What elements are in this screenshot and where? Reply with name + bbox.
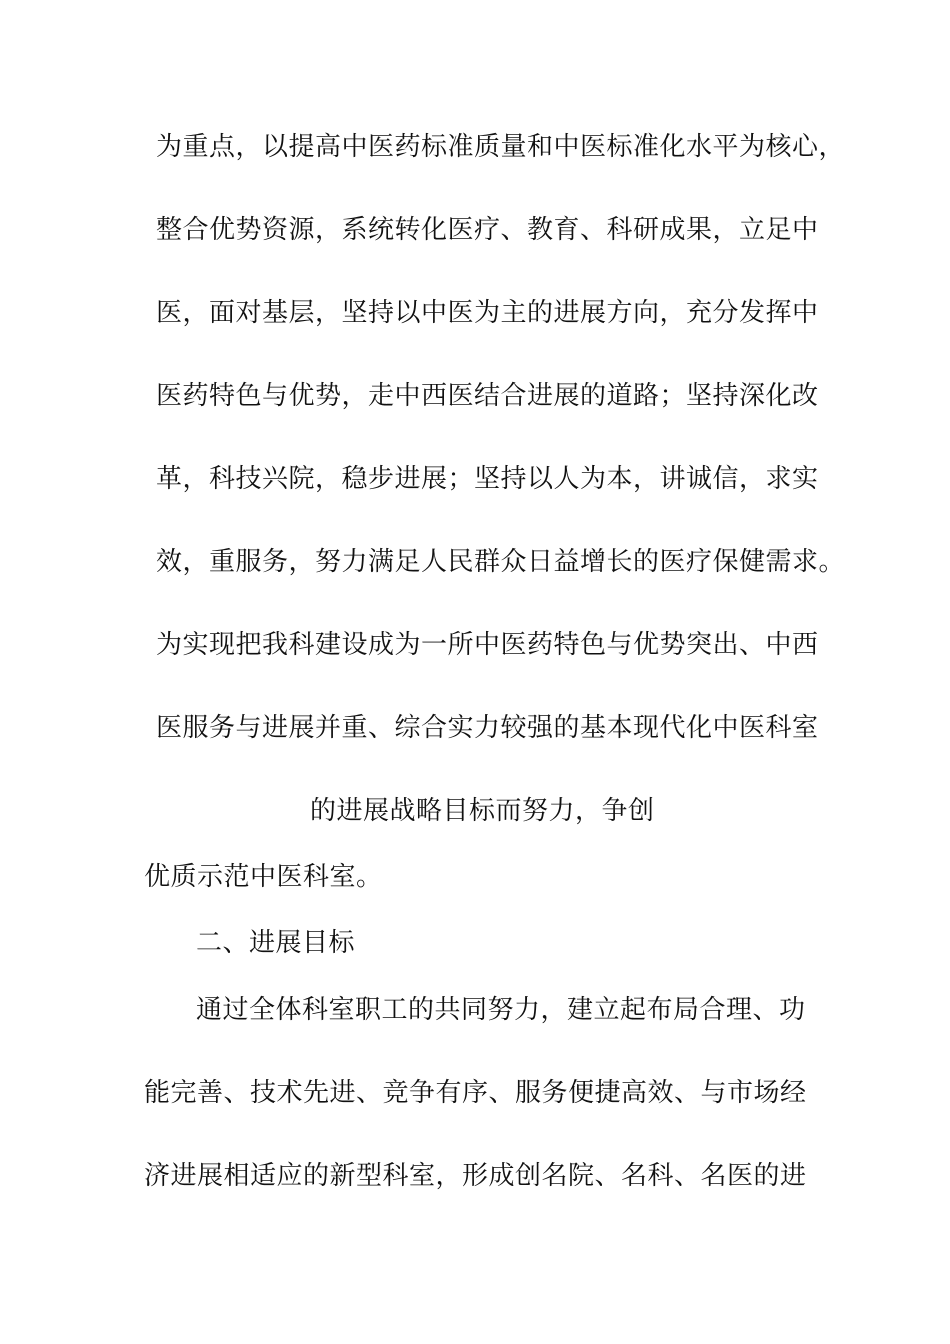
paragraph-line: 革，科技兴院，稳步进展；坚持以人为本，讲诚信，求实 xyxy=(156,464,819,494)
paragraph-line: 的进展战略目标而努力，争创 xyxy=(310,796,655,826)
paragraph-line: 通过全体科室职工的共同努力，建立起布局合理、功 xyxy=(196,995,806,1025)
paragraph-line: 能完善、技术先进、竞争有序、服务便捷高效、与市场经 xyxy=(144,1078,807,1108)
section-heading: 二、进展目标 xyxy=(196,928,356,958)
paragraph-line: 医服务与进展并重、综合实力较强的基本现代化中医科室 xyxy=(156,713,819,743)
paragraph-line: 医，面对基层，坚持以中医为主的进展方向，充分发挥中 xyxy=(156,298,819,328)
paragraph-line: 医药特色与优势，走中西医结合进展的道路；坚持深化改 xyxy=(156,381,819,411)
paragraph-line: 优质示范中医科室。 xyxy=(144,862,383,892)
paragraph-line: 为实现把我科建设成为一所中医药特色与优势突出、中西 xyxy=(156,630,819,660)
paragraph-line: 为重点，以提高中医药标准质量和中医标准化水平为核心， xyxy=(156,132,846,162)
paragraph-line: 济进展相适应的新型科室，形成创名院、名科、名医的进 xyxy=(144,1161,807,1191)
paragraph-line: 效，重服务，努力满足人民群众日益增长的医疗保健需求。 xyxy=(156,547,846,577)
paragraph-line: 整合优势资源，系统转化医疗、教育、科研成果，立足中 xyxy=(156,215,819,245)
